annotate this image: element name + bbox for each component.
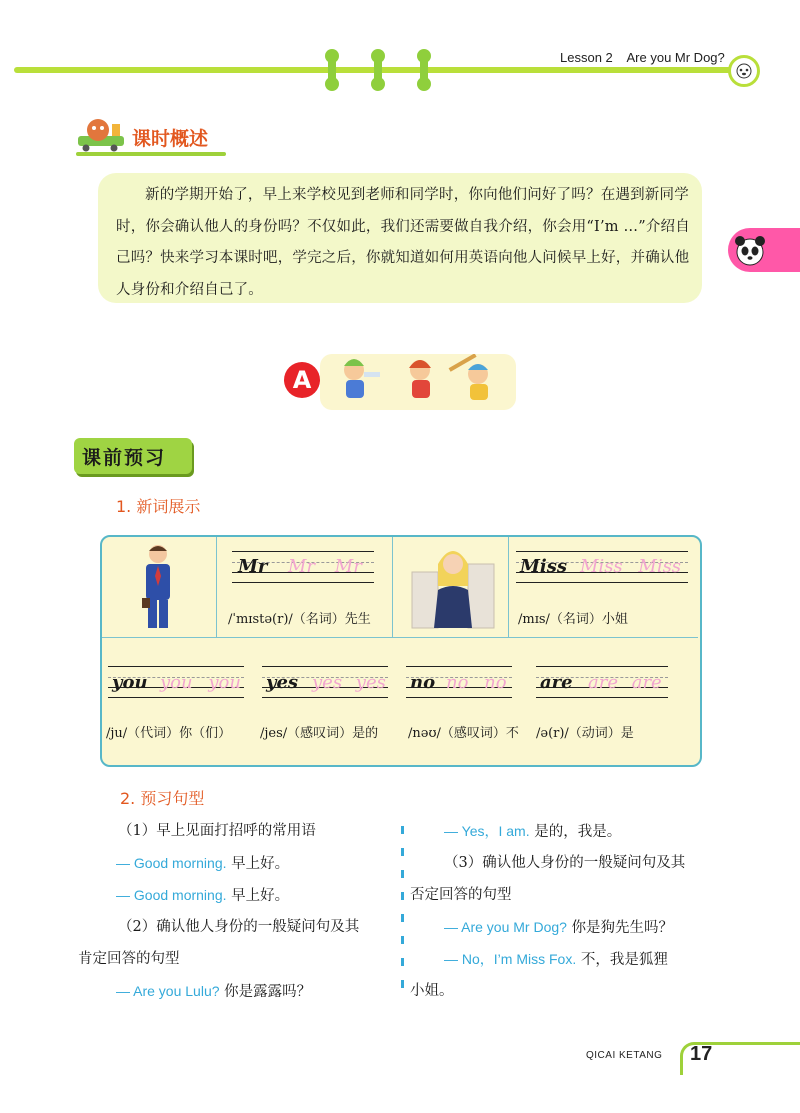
english-sentence: — Are you Mr Dog?: [444, 919, 567, 935]
word-are: are: [540, 672, 573, 693]
pattern-line: [444, 917, 673, 938]
table-divider: [392, 537, 393, 637]
english-sentence: — Good morning.: [116, 887, 227, 903]
english-sentence: — Yes，I am.: [444, 823, 530, 839]
dog-badge-icon: [728, 55, 760, 87]
man-illustration-icon: [128, 542, 188, 638]
page-number: 17: [690, 1043, 713, 1065]
chinese-translation: 你是狗先生吗？: [571, 920, 674, 936]
kids-illustration-icon: [320, 354, 516, 410]
phonetic-miss: /mɪs/（名词）小姐: [518, 612, 628, 627]
header-bead: [328, 53, 336, 87]
column-divider: [401, 936, 404, 944]
lesson-label: Lesson 2: [560, 50, 613, 65]
chinese-translation: 早上好。: [231, 888, 290, 904]
panda-icon: [728, 228, 772, 272]
column-divider: [401, 980, 404, 988]
english-sentence: — No，I’m Miss Fox.: [444, 951, 577, 967]
pattern-line: （3）确认他人身份的一般疑问句及其: [444, 855, 686, 871]
phonetic-yes: /jes/（感叹词）是的: [260, 726, 379, 741]
chinese-translation: 不，我是狐狸: [580, 952, 668, 968]
lesson-title: Are you Mr Dog?: [626, 50, 725, 65]
word-miss: Miss: [520, 556, 568, 577]
lesson-header: [560, 50, 725, 65]
pattern-line: （1）早上见面打招呼的常用语: [118, 823, 316, 839]
chinese-translation: 你是露露吗？: [224, 984, 312, 1000]
new-words-heading: 1. 新词展示: [116, 497, 201, 516]
word-no: no: [410, 672, 436, 693]
patterns-heading: 2. 预习句型: [120, 789, 205, 808]
column-divider: [401, 870, 404, 878]
phonetic-are: /ə(r)/（动词）是: [536, 726, 634, 741]
preview-title: 课前预习: [82, 447, 167, 469]
chinese-translation: 早上好。: [231, 856, 290, 872]
overview-text: 新的学期开始了，早上来学校见到老师和同学时，你向他们问好了吗？在遇到新同学时，你会确认他人的身份吗？不仅如此，我们还需要做自我介绍，你会用“I’m …”介绍自己吗？快来学习本课时吧，学完之后，你就知道如何用英语向他人问候早上好，并确认他人身份和介绍自己了。: [116, 187, 690, 298]
pattern-line: [116, 885, 289, 906]
word-yes: yes: [266, 672, 299, 693]
word-are-trace: are are: [588, 672, 662, 693]
pattern-line: [444, 821, 621, 842]
section-a-badge: A: [284, 362, 320, 398]
footer-brand: QICAI KETANG: [586, 1050, 663, 1061]
column-divider: [401, 826, 404, 834]
table-divider: [508, 537, 509, 637]
header-bead: [374, 53, 382, 87]
phonetic-you: /ju/（代词）你（们）: [106, 726, 232, 741]
phonetic-no: /nəʊ/（感叹词）不: [408, 726, 519, 741]
pattern-line: [116, 853, 289, 874]
overview-title: 课时概述: [132, 128, 209, 150]
word-no-trace: no no: [446, 672, 507, 693]
characters-banner: [320, 354, 516, 410]
header-bead: [420, 53, 428, 87]
word-you-trace: you you: [160, 672, 241, 693]
word-yes-trace: yes yes: [312, 672, 386, 693]
pattern-line: （2）确认他人身份的一般疑问句及其: [118, 919, 360, 935]
english-sentence: — Are you Lulu?: [116, 983, 220, 999]
overview-underline: [76, 152, 226, 156]
pattern-line: 小姐。: [410, 983, 454, 999]
woman-illustration-icon: [408, 542, 498, 634]
pattern-line: [116, 981, 311, 1002]
phonetic-mr: /ˈmɪstə(r)/（名词）先生: [228, 612, 371, 627]
column-divider: [401, 958, 404, 966]
word-miss-trace: Miss Miss: [580, 556, 682, 577]
chinese-translation: 是的，我是。: [534, 824, 622, 840]
pattern-line: [444, 949, 668, 970]
word-mr: Mr: [238, 556, 268, 577]
train-icon: [76, 118, 128, 152]
word-you: you: [112, 672, 148, 693]
column-divider: [401, 914, 404, 922]
table-divider: [102, 637, 698, 638]
column-divider: [401, 892, 404, 900]
word-mr-trace: Mr Mr: [288, 556, 362, 577]
english-sentence: — Good morning.: [116, 855, 227, 871]
table-divider: [216, 537, 217, 637]
panda-side-tab[interactable]: [728, 228, 800, 272]
pattern-line: 肯定回答的句型: [78, 951, 180, 967]
pattern-line: 否定回答的句型: [410, 887, 512, 903]
column-divider: [401, 848, 404, 856]
